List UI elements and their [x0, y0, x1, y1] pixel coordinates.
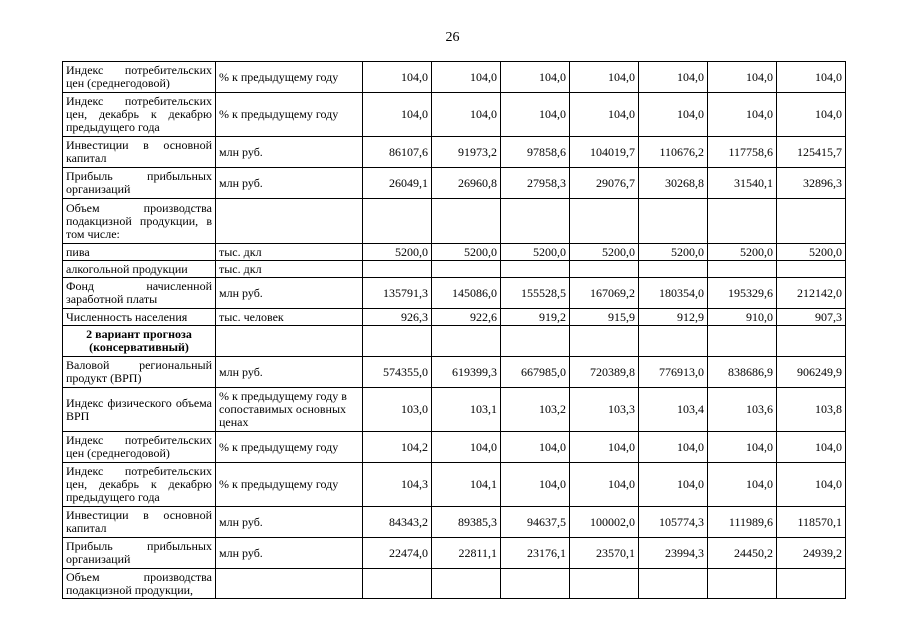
- unit-cell: млн руб.: [216, 137, 363, 168]
- value-cell: 22474,0: [363, 538, 432, 569]
- value-cell: 94637,5: [501, 507, 570, 538]
- unit-cell: % к предыдущему году: [216, 62, 363, 93]
- value-cell: [432, 261, 501, 278]
- value-cell: [363, 199, 432, 244]
- value-cell: 104,0: [639, 62, 708, 93]
- value-cell: 100002,0: [570, 507, 639, 538]
- value-cell: 912,9: [639, 309, 708, 326]
- value-cell: 104,0: [639, 432, 708, 463]
- indicator-label: Фонд начисленной заработной платы: [63, 278, 216, 309]
- value-cell: 23994,3: [639, 538, 708, 569]
- value-cell: 5200,0: [777, 244, 846, 261]
- value-cell: [432, 326, 501, 357]
- value-cell: 906249,9: [777, 357, 846, 388]
- table-row: [63, 432, 846, 463]
- indicator-label: Индекс потребительских цен, декабрь к декабрю предыдущего года: [63, 93, 216, 137]
- value-cell: 89385,3: [432, 507, 501, 538]
- value-cell: 167069,2: [570, 278, 639, 309]
- value-cell: [363, 261, 432, 278]
- value-cell: 776913,0: [639, 357, 708, 388]
- value-cell: 104,0: [501, 93, 570, 137]
- table-row: [63, 463, 846, 507]
- unit-cell: [216, 569, 363, 599]
- value-cell: 103,6: [708, 388, 777, 432]
- value-cell: 23570,1: [570, 538, 639, 569]
- value-cell: 135791,3: [363, 278, 432, 309]
- value-cell: 104,0: [708, 432, 777, 463]
- unit-cell: % к предыдущему году в сопоставимых основных ценах: [216, 388, 363, 432]
- value-cell: [708, 199, 777, 244]
- value-cell: 619399,3: [432, 357, 501, 388]
- value-cell: 104,0: [570, 463, 639, 507]
- value-cell: 104,0: [432, 432, 501, 463]
- indicator-label: Валовой региональный продукт (ВРП): [63, 357, 216, 388]
- value-cell: 27958,3: [501, 168, 570, 199]
- value-cell: 838686,9: [708, 357, 777, 388]
- value-cell: 574355,0: [363, 357, 432, 388]
- value-cell: 104,0: [501, 432, 570, 463]
- indicator-label: Прибыль прибыльных организаций: [63, 168, 216, 199]
- indicator-label: Объем производства подакцизной продукции,: [63, 569, 216, 599]
- value-cell: [777, 326, 846, 357]
- value-cell: [639, 199, 708, 244]
- value-cell: 910,0: [708, 309, 777, 326]
- value-cell: 720389,8: [570, 357, 639, 388]
- value-cell: [363, 326, 432, 357]
- table-row: [63, 388, 846, 432]
- value-cell: 667985,0: [501, 357, 570, 388]
- table-row: [63, 569, 846, 599]
- value-cell: 103,0: [363, 388, 432, 432]
- value-cell: 29076,7: [570, 168, 639, 199]
- indicator-label: Индекс потребительских цен (среднегодовой): [63, 62, 216, 93]
- indicator-label: Инвестиции в основной капитал: [63, 507, 216, 538]
- value-cell: 104,0: [501, 463, 570, 507]
- value-cell: [639, 326, 708, 357]
- indicator-label: Прибыль прибыльных организаций: [63, 538, 216, 569]
- value-cell: 5200,0: [639, 244, 708, 261]
- value-cell: 32896,3: [777, 168, 846, 199]
- indicator-label: Инвестиции в основной капитал: [63, 137, 216, 168]
- value-cell: [708, 326, 777, 357]
- value-cell: 155528,5: [501, 278, 570, 309]
- value-cell: 915,9: [570, 309, 639, 326]
- unit-cell: млн руб.: [216, 168, 363, 199]
- value-cell: [501, 199, 570, 244]
- value-cell: 922,6: [432, 309, 501, 326]
- value-cell: 118570,1: [777, 507, 846, 538]
- forecast-table: [62, 61, 846, 599]
- indicator-label: Численность населения: [63, 309, 216, 326]
- value-cell: 26049,1: [363, 168, 432, 199]
- value-cell: [708, 569, 777, 599]
- value-cell: [570, 199, 639, 244]
- value-cell: 104,0: [432, 93, 501, 137]
- value-cell: 24939,2: [777, 538, 846, 569]
- value-cell: 104,0: [363, 62, 432, 93]
- value-cell: 5200,0: [363, 244, 432, 261]
- value-cell: 104,0: [708, 93, 777, 137]
- value-cell: [777, 569, 846, 599]
- value-cell: 104,0: [570, 432, 639, 463]
- value-cell: 110676,2: [639, 137, 708, 168]
- indicator-label: Индекс физического объема ВРП: [63, 388, 216, 432]
- value-cell: 117758,6: [708, 137, 777, 168]
- table-row: [63, 538, 846, 569]
- value-cell: 104,0: [777, 93, 846, 137]
- value-cell: 24450,2: [708, 538, 777, 569]
- value-cell: 125415,7: [777, 137, 846, 168]
- value-cell: 105774,3: [639, 507, 708, 538]
- value-cell: 86107,6: [363, 137, 432, 168]
- unit-cell: млн руб.: [216, 507, 363, 538]
- unit-cell: тыс. дкл: [216, 261, 363, 278]
- value-cell: 104,0: [708, 463, 777, 507]
- value-cell: 104,0: [570, 62, 639, 93]
- value-cell: 104,0: [639, 93, 708, 137]
- value-cell: 104,0: [363, 93, 432, 137]
- value-cell: 104,3: [363, 463, 432, 507]
- value-cell: [501, 326, 570, 357]
- value-cell: 926,3: [363, 309, 432, 326]
- value-cell: 104,0: [501, 62, 570, 93]
- table-row: [63, 507, 846, 538]
- value-cell: 5200,0: [501, 244, 570, 261]
- value-cell: [639, 569, 708, 599]
- forecast-table-body: [63, 62, 846, 599]
- value-cell: 104,0: [777, 432, 846, 463]
- indicator-label: Индекс потребительских цен, декабрь к декабрю предыдущего года: [63, 463, 216, 507]
- section-title: 2 вариант прогноза (консервативный): [63, 326, 216, 357]
- value-cell: [432, 569, 501, 599]
- value-cell: [432, 199, 501, 244]
- unit-cell: % к предыдущему году: [216, 432, 363, 463]
- value-cell: 907,3: [777, 309, 846, 326]
- unit-cell: тыс. дкл: [216, 244, 363, 261]
- value-cell: 104,0: [570, 93, 639, 137]
- value-cell: 104019,7: [570, 137, 639, 168]
- value-cell: [570, 326, 639, 357]
- value-cell: 104,0: [777, 463, 846, 507]
- table-row: [63, 137, 846, 168]
- unit-cell: млн руб.: [216, 278, 363, 309]
- value-cell: 104,2: [363, 432, 432, 463]
- unit-cell: % к предыдущему году: [216, 463, 363, 507]
- value-cell: 31540,1: [708, 168, 777, 199]
- value-cell: 145086,0: [432, 278, 501, 309]
- indicator-label: алкогольной продукции: [63, 261, 216, 278]
- value-cell: 104,0: [639, 463, 708, 507]
- table-row: [63, 168, 846, 199]
- value-cell: 103,3: [570, 388, 639, 432]
- value-cell: 104,1: [432, 463, 501, 507]
- page-number: 26: [445, 30, 460, 45]
- value-cell: 30268,8: [639, 168, 708, 199]
- value-cell: [777, 199, 846, 244]
- table-row: [63, 309, 846, 326]
- indicator-label: Индекс потребительских цен (среднегодовой): [63, 432, 216, 463]
- table-row: [63, 93, 846, 137]
- unit-cell: млн руб.: [216, 357, 363, 388]
- table-row: [63, 244, 846, 261]
- table-row: [63, 261, 846, 278]
- value-cell: [363, 569, 432, 599]
- value-cell: 26960,8: [432, 168, 501, 199]
- value-cell: 104,0: [777, 62, 846, 93]
- value-cell: 91973,2: [432, 137, 501, 168]
- value-cell: 5200,0: [570, 244, 639, 261]
- value-cell: 919,2: [501, 309, 570, 326]
- table-row: [63, 62, 846, 93]
- value-cell: [501, 261, 570, 278]
- table-row: [63, 278, 846, 309]
- unit-cell: млн руб.: [216, 538, 363, 569]
- unit-cell: [216, 199, 363, 244]
- value-cell: [501, 569, 570, 599]
- value-cell: 23176,1: [501, 538, 570, 569]
- value-cell: 5200,0: [432, 244, 501, 261]
- value-cell: 22811,1: [432, 538, 501, 569]
- value-cell: 103,8: [777, 388, 846, 432]
- value-cell: 103,1: [432, 388, 501, 432]
- value-cell: [777, 261, 846, 278]
- unit-cell: тыс. человек: [216, 309, 363, 326]
- value-cell: 104,0: [708, 62, 777, 93]
- value-cell: 97858,6: [501, 137, 570, 168]
- value-cell: 5200,0: [708, 244, 777, 261]
- value-cell: [570, 569, 639, 599]
- value-cell: 195329,6: [708, 278, 777, 309]
- value-cell: 212142,0: [777, 278, 846, 309]
- value-cell: [570, 261, 639, 278]
- table-row: [63, 357, 846, 388]
- value-cell: [639, 261, 708, 278]
- value-cell: 104,0: [432, 62, 501, 93]
- table-row: [63, 199, 846, 244]
- indicator-label: Объем производства подакцизной продукции, в том числе:: [63, 199, 216, 244]
- value-cell: 103,4: [639, 388, 708, 432]
- indicator-label: пива: [63, 244, 216, 261]
- value-cell: 111989,6: [708, 507, 777, 538]
- value-cell: [708, 261, 777, 278]
- unit-cell: [216, 326, 363, 357]
- unit-cell: % к предыдущему году: [216, 93, 363, 137]
- section-row: [63, 326, 846, 357]
- value-cell: 84343,2: [363, 507, 432, 538]
- value-cell: 180354,0: [639, 278, 708, 309]
- value-cell: 103,2: [501, 388, 570, 432]
